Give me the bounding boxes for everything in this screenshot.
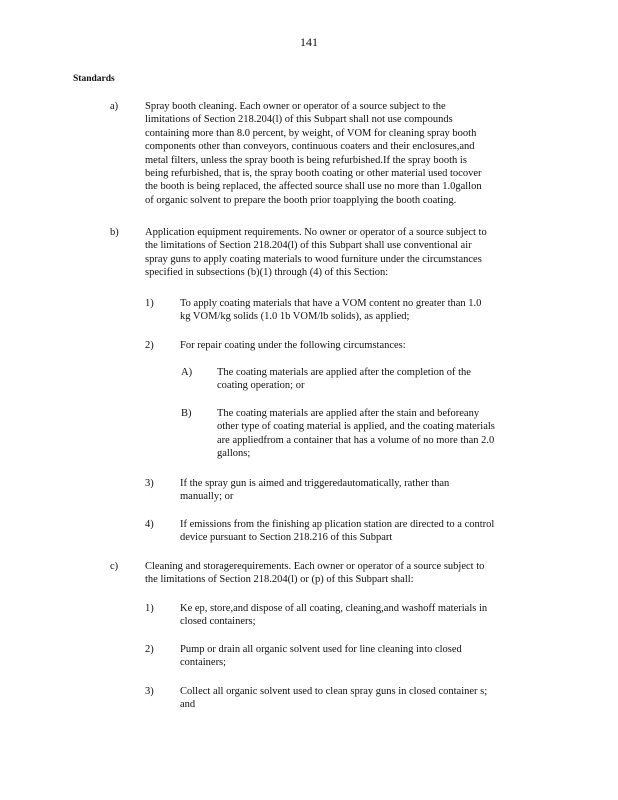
list-item-label: c) bbox=[110, 561, 119, 572]
text-line: the booth is being replaced, the affected source shall use no more than 1.0gallon bbox=[145, 181, 482, 193]
list-item-label: 1) bbox=[145, 603, 154, 614]
text-line: are appliedfrom a container that has a volume of no more than 2.0 bbox=[217, 434, 495, 446]
list-item-text bbox=[180, 643, 500, 670]
text-line: If emissions from the finishing ap plication station are directed to a control bbox=[180, 519, 495, 530]
text-line: For repair coating under the following circumstances: bbox=[180, 340, 406, 351]
text-line: device pursuant to Section 218.216 of this Subpart bbox=[180, 532, 393, 544]
text-line: The coating materials are applied after the stain and beforeany bbox=[217, 408, 480, 419]
text-line: Application equipment requirements. No owner or operator of a source subject to bbox=[145, 227, 487, 238]
text-line: of organic solvent to prepare the booth prior toapplying the booth coating. bbox=[145, 194, 457, 206]
text-line: coating operation; or bbox=[217, 380, 305, 392]
text-line: containing more than 8.0 percent, by weight, of VOM for cleaning spray booth bbox=[145, 127, 477, 139]
list-item-text bbox=[145, 226, 523, 280]
list-item-label: 4) bbox=[145, 519, 154, 530]
list-item-label: 1) bbox=[145, 298, 154, 309]
list-item-label: 3) bbox=[145, 478, 154, 489]
text-line: Collect all organic solvent used to clean spray guns in closed container s; bbox=[180, 686, 488, 697]
text-line: other type of coating material is applied, and the coating materials bbox=[217, 421, 495, 433]
text-line: being refurbished, that is, the spray booth coating or other material used tocover bbox=[145, 168, 482, 180]
list-item-text bbox=[217, 366, 513, 393]
text-line: the limitations of Section 218.204(l) or (p) of this Subpart shall: bbox=[145, 574, 414, 586]
page-number: 141 bbox=[300, 35, 318, 49]
text-line: metal filters, unless the spray booth is being refurbished.If the spray booth is bbox=[145, 154, 467, 166]
text-line: and bbox=[180, 699, 196, 711]
text-line: closed containers; bbox=[180, 616, 256, 628]
text-line: specified in subsections (b)(1) through (4) of this Section: bbox=[145, 267, 389, 279]
list-item-text bbox=[180, 477, 490, 504]
text-line: containers; bbox=[180, 657, 227, 669]
section-heading: Standards bbox=[73, 74, 115, 84]
list-item-text bbox=[180, 518, 534, 545]
list-item-label: a) bbox=[110, 101, 119, 112]
text-line: limitations of Section 218.204(l) of this Subpart shall not use compounds bbox=[145, 114, 453, 126]
text-line: The coating materials are applied after the completion of the bbox=[217, 367, 471, 378]
text-line: Ke ep, store,and dispose of all coating, cleaning,and washoff materials in bbox=[180, 603, 488, 614]
text-line: Pump or drain all organic solvent used for line cleaning into closed bbox=[180, 644, 462, 655]
list-item-label: A) bbox=[181, 367, 193, 378]
list-item-label: B) bbox=[181, 408, 192, 419]
text-line: manually; or bbox=[180, 491, 234, 503]
text-line: spray guns to apply coating materials to wood furniture under the circumstances bbox=[145, 253, 482, 265]
list-item-text bbox=[180, 685, 530, 712]
list-item-text bbox=[180, 339, 528, 352]
text-line: gallons; bbox=[217, 448, 251, 460]
text-line: To apply coating materials that have a VOM content no greater than 1.0 bbox=[180, 298, 482, 309]
list-item-label: 3) bbox=[145, 686, 154, 697]
text-line: Cleaning and storagerequirements. Each owner or operator of a source subject to bbox=[145, 561, 485, 572]
list-item-label: b) bbox=[110, 227, 119, 238]
list-item-text bbox=[180, 297, 528, 324]
text-line: If the spray gun is aimed and triggeredautomatically, rather than bbox=[180, 478, 450, 489]
text-line: the limitations of Section 218.204(l) of this Subpart shall use conventional air bbox=[145, 240, 472, 252]
text-line: Spray booth cleaning. Each owner or operator of a source subject to the bbox=[145, 101, 446, 112]
list-item-text bbox=[145, 560, 535, 587]
list-item-text bbox=[217, 407, 513, 461]
list-item-text bbox=[180, 602, 530, 629]
list-item-text bbox=[145, 100, 523, 207]
text-line: components other than conveyors, continuous coaters and their enclosures,and bbox=[145, 141, 475, 153]
list-item-label: 2) bbox=[145, 340, 154, 351]
list-item-label: 2) bbox=[145, 644, 154, 655]
text-line: kg VOM/kg solids (1.0 1b VOM/lb solids), as applied; bbox=[180, 311, 410, 323]
